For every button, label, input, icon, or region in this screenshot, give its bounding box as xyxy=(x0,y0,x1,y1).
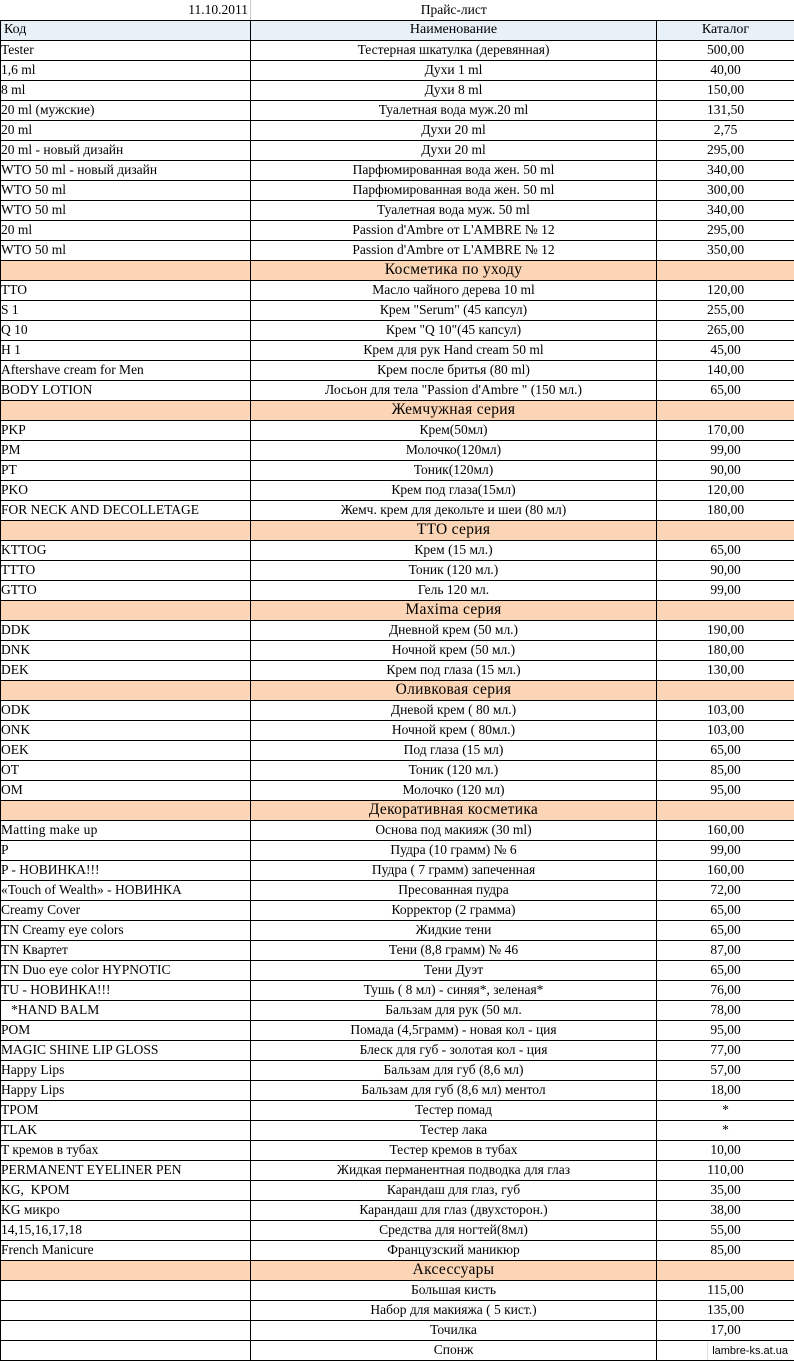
product-code: «Touch of Wealth» - НОВИНКА xyxy=(1,880,251,900)
section-title: Аксессуары xyxy=(251,1260,657,1280)
product-name: Крем "Q 10"(45 капсул) xyxy=(251,320,657,340)
product-price: * xyxy=(657,1120,794,1140)
table-row xyxy=(1,900,794,920)
product-code: WTO 50 ml xyxy=(1,200,251,220)
product-name: Молочко(120мл) xyxy=(251,440,657,460)
product-price: 90,00 xyxy=(657,560,794,580)
title-empty-cell xyxy=(657,0,794,20)
product-price: 17,00 xyxy=(657,1320,794,1340)
product-price: 110,00 xyxy=(657,1160,794,1180)
product-price: 65,00 xyxy=(657,380,794,400)
product-price: 90,00 xyxy=(657,460,794,480)
product-name: Тестер помад xyxy=(251,1100,657,1120)
table-row xyxy=(1,1120,794,1140)
product-price: 131,50 xyxy=(657,100,794,120)
table-row xyxy=(1,840,794,860)
section-title: TTO серия xyxy=(251,520,657,540)
product-name: Пудра (10 грамм) № 6 xyxy=(251,840,657,860)
site-watermark: lambre-ks.at.ua xyxy=(707,1342,792,1360)
product-name: Блеск для губ - золотая кол - ция xyxy=(251,1040,657,1060)
product-code: PKO xyxy=(1,480,251,500)
section-empty-left xyxy=(1,400,251,420)
product-code: H 1 xyxy=(1,340,251,360)
product-price: * xyxy=(657,1100,794,1120)
product-price: 40,00 xyxy=(657,60,794,80)
product-name: Бальзам для губ (8,6 мл) ментол xyxy=(251,1080,657,1100)
section-empty-right xyxy=(657,600,794,620)
product-code xyxy=(1,1320,251,1340)
product-price: 57,00 xyxy=(657,1060,794,1080)
product-code: Happy Lips xyxy=(1,1080,251,1100)
product-price: 18,00 xyxy=(657,1080,794,1100)
table-row xyxy=(1,1300,794,1320)
product-price: 115,00 xyxy=(657,1280,794,1300)
table-row xyxy=(1,1180,794,1200)
product-code: POM xyxy=(1,1020,251,1040)
section-empty-right xyxy=(657,520,794,540)
table-row xyxy=(1,940,794,960)
document-title: Прайс-лист xyxy=(251,0,657,20)
table-row xyxy=(1,40,794,60)
product-name: Крем под глаза(15мл) xyxy=(251,480,657,500)
product-name: Тушь ( 8 мл) - синяя*, зеленая* xyxy=(251,980,657,1000)
table-row xyxy=(1,720,794,740)
product-code: OEK xyxy=(1,740,251,760)
product-price: 77,00 xyxy=(657,1040,794,1060)
product-price: 300,00 xyxy=(657,180,794,200)
product-price: 72,00 xyxy=(657,880,794,900)
product-code: PM xyxy=(1,440,251,460)
table-row xyxy=(1,1140,794,1160)
product-code: TN Duo eye color HYPNOTIC xyxy=(1,960,251,980)
product-code: MAGIC SHINE LIP GLOSS xyxy=(1,1040,251,1060)
table-row xyxy=(1,100,794,120)
product-price: 2,75 xyxy=(657,120,794,140)
product-code: Q 10 xyxy=(1,320,251,340)
section-empty-left xyxy=(1,260,251,280)
section-row xyxy=(1,680,794,700)
product-code: WTO 50 ml - новый дизайн xyxy=(1,160,251,180)
table-row xyxy=(1,300,794,320)
table-row xyxy=(1,460,794,480)
product-name: Духи 20 ml xyxy=(251,120,657,140)
product-name: Passion d'Ambre от L'AMBRE № 12 xyxy=(251,220,657,240)
table-row xyxy=(1,880,794,900)
table-row xyxy=(1,280,794,300)
product-code: TN Creamy eye colors xyxy=(1,920,251,940)
product-price: 350,00 xyxy=(657,240,794,260)
product-code: S 1 xyxy=(1,300,251,320)
product-price: 120,00 xyxy=(657,480,794,500)
product-name: Ночной крем ( 80мл.) xyxy=(251,720,657,740)
product-code: Tester xyxy=(1,40,251,60)
section-empty-right xyxy=(657,400,794,420)
product-name: Пудра ( 7 грамм) запеченная xyxy=(251,860,657,880)
table-row xyxy=(1,480,794,500)
product-code: TU - НОВИНКА!!! xyxy=(1,980,251,1000)
product-price: 78,00 xyxy=(657,1000,794,1020)
product-code: 20 ml - новый дизайн xyxy=(1,140,251,160)
table-row xyxy=(1,240,794,260)
product-code: KG, KPOM xyxy=(1,1180,251,1200)
table-row xyxy=(1,640,794,660)
product-price: 38,00 xyxy=(657,1200,794,1220)
table-row xyxy=(1,960,794,980)
product-code: KTTOG xyxy=(1,540,251,560)
product-code: TTTO xyxy=(1,560,251,580)
product-price: 340,00 xyxy=(657,200,794,220)
product-name: Духи 1 ml xyxy=(251,60,657,80)
product-code: 20 ml xyxy=(1,120,251,140)
product-price: 55,00 xyxy=(657,1220,794,1240)
product-price: 85,00 xyxy=(657,1240,794,1260)
product-name: Масло чайного дерева 10 ml xyxy=(251,280,657,300)
date-cell: 11.10.2011 xyxy=(1,0,251,20)
section-empty-right xyxy=(657,680,794,700)
product-price: 150,00 xyxy=(657,80,794,100)
product-name: Passion d'Ambre от L'AMBRE № 12 xyxy=(251,240,657,260)
product-name: Тестерная шкатулка (деревянная) xyxy=(251,40,657,60)
table-row xyxy=(1,560,794,580)
product-code: 8 ml xyxy=(1,80,251,100)
product-code: Happy Lips xyxy=(1,1060,251,1080)
product-name: Спонж xyxy=(251,1340,657,1360)
product-price: 120,00 xyxy=(657,280,794,300)
table-row xyxy=(1,500,794,520)
table-row xyxy=(1,920,794,940)
product-price: 65,00 xyxy=(657,960,794,980)
table-row xyxy=(1,360,794,380)
section-empty-right xyxy=(657,800,794,820)
product-name: Лосьон для тела "Passion d'Ambre " (150 мл.) xyxy=(251,380,657,400)
product-name: Крем (15 мл.) xyxy=(251,540,657,560)
product-name: Гель 120 мл. xyxy=(251,580,657,600)
product-price: 99,00 xyxy=(657,840,794,860)
product-name: Тестер кремов в тубах xyxy=(251,1140,657,1160)
header-code: Код xyxy=(1,20,251,40)
product-name: Французский маникюр xyxy=(251,1240,657,1260)
product-name: Крем под глаза (15 мл.) xyxy=(251,660,657,680)
product-price: 103,00 xyxy=(657,700,794,720)
product-price: 340,00 xyxy=(657,160,794,180)
section-empty-left xyxy=(1,800,251,820)
table-row xyxy=(1,140,794,160)
product-name: Жемч. крем для декольте и шеи (80 мл) xyxy=(251,500,657,520)
product-name: Основа под макияж (30 ml) xyxy=(251,820,657,840)
product-name: Туалетная вода муж. 50 ml xyxy=(251,200,657,220)
product-price: 99,00 xyxy=(657,440,794,460)
table-row xyxy=(1,160,794,180)
product-code xyxy=(1,1300,251,1320)
product-code: OM xyxy=(1,780,251,800)
product-price: 130,00 xyxy=(657,660,794,680)
product-price: 99,00 xyxy=(657,580,794,600)
table-row xyxy=(1,1200,794,1220)
section-row xyxy=(1,1260,794,1280)
product-name: Под глаза (15 мл) xyxy=(251,740,657,760)
product-name: Тоник (120 мл.) xyxy=(251,760,657,780)
product-name: Большая кисть xyxy=(251,1280,657,1300)
section-row xyxy=(1,800,794,820)
product-name: Корректор (2 грамма) xyxy=(251,900,657,920)
product-price: 95,00 xyxy=(657,780,794,800)
product-code: *HAND BALM xyxy=(1,1000,251,1020)
product-code: TLAK xyxy=(1,1120,251,1140)
table-row xyxy=(1,440,794,460)
product-code: P - НОВИНКА!!! xyxy=(1,860,251,880)
product-name: Карандаш для глаз, губ xyxy=(251,1180,657,1200)
table-row xyxy=(1,1280,794,1300)
product-code: ODK xyxy=(1,700,251,720)
table-row xyxy=(1,1340,794,1360)
product-code: 20 ml (мужские) xyxy=(1,100,251,120)
table-row xyxy=(1,760,794,780)
table-row xyxy=(1,1240,794,1260)
product-code: Aftershave cream for Men xyxy=(1,360,251,380)
product-code: PT xyxy=(1,460,251,480)
product-price: 265,00 xyxy=(657,320,794,340)
table-row xyxy=(1,80,794,100)
table-row xyxy=(1,540,794,560)
section-empty-right xyxy=(657,1260,794,1280)
section-title: Maxima серия xyxy=(251,600,657,620)
product-name: Крем "Serum" (45 капсул) xyxy=(251,300,657,320)
product-name: Точилка xyxy=(251,1320,657,1340)
product-code: KG микро xyxy=(1,1200,251,1220)
product-name: Пресованная пудра xyxy=(251,880,657,900)
table-row xyxy=(1,340,794,360)
table-row xyxy=(1,860,794,880)
product-name: Бальзам для губ (8,6 мл) xyxy=(251,1060,657,1080)
product-price: 35,00 xyxy=(657,1180,794,1200)
table-row xyxy=(1,220,794,240)
product-name: Жидкие тени xyxy=(251,920,657,940)
product-code: PKP xyxy=(1,420,251,440)
product-price: 65,00 xyxy=(657,740,794,760)
table-row xyxy=(1,660,794,680)
product-code: 20 ml xyxy=(1,220,251,240)
product-name: Бальзам для рук (50 мл. xyxy=(251,1000,657,1020)
product-price: 170,00 xyxy=(657,420,794,440)
product-code: T кремов в тубах xyxy=(1,1140,251,1160)
product-code: TPOM xyxy=(1,1100,251,1120)
price-list-body xyxy=(1,0,794,1360)
table-row xyxy=(1,1320,794,1340)
product-price: 65,00 xyxy=(657,540,794,560)
table-row xyxy=(1,380,794,400)
section-title: Оливковая серия xyxy=(251,680,657,700)
section-row xyxy=(1,520,794,540)
product-name: Крем после бритья (80 ml) xyxy=(251,360,657,380)
product-code: OT xyxy=(1,760,251,780)
product-code: WTO 50 ml xyxy=(1,180,251,200)
product-price: 190,00 xyxy=(657,620,794,640)
product-price: 180,00 xyxy=(657,640,794,660)
product-code: Creamy Cover xyxy=(1,900,251,920)
section-empty-left xyxy=(1,1260,251,1280)
product-name: Туалетная вода муж.20 ml xyxy=(251,100,657,120)
table-row xyxy=(1,320,794,340)
product-name: Тестер лака xyxy=(251,1120,657,1140)
table-row xyxy=(1,60,794,80)
product-name: Тоник(120мл) xyxy=(251,460,657,480)
product-name: Дневой крем ( 80 мл.) xyxy=(251,700,657,720)
product-price: 160,00 xyxy=(657,860,794,880)
product-name: Тоник (120 мл.) xyxy=(251,560,657,580)
product-name: Духи 20 ml xyxy=(251,140,657,160)
product-name: Тени (8,8 грамм) № 46 xyxy=(251,940,657,960)
table-row xyxy=(1,700,794,720)
section-title: Декоративная косметика xyxy=(251,800,657,820)
product-name: Молочко (120 мл) xyxy=(251,780,657,800)
product-name: Жидкая перманентная подводка для глаз xyxy=(251,1160,657,1180)
product-name: Дневной крем (50 мл.) xyxy=(251,620,657,640)
product-name: Тени Дуэт xyxy=(251,960,657,980)
product-price: 255,00 xyxy=(657,300,794,320)
section-empty-left xyxy=(1,520,251,540)
section-row xyxy=(1,600,794,620)
product-price: 65,00 xyxy=(657,900,794,920)
table-row xyxy=(1,1220,794,1240)
table-row xyxy=(1,1060,794,1080)
product-price: 76,00 xyxy=(657,980,794,1000)
product-code: Matting make up xyxy=(1,820,251,840)
product-code: French Manicure xyxy=(1,1240,251,1260)
section-title: Жемчужная серия xyxy=(251,400,657,420)
table-row xyxy=(1,580,794,600)
section-title: Косметика по уходу xyxy=(251,260,657,280)
product-name: Крем для рук Hand cream 50 ml xyxy=(251,340,657,360)
product-name: Помада (4,5грамм) - новая кол - ция xyxy=(251,1020,657,1040)
product-price: 95,00 xyxy=(657,1020,794,1040)
product-code: TTO xyxy=(1,280,251,300)
product-code: DDK xyxy=(1,620,251,640)
product-name: Набор для макияжа ( 5 кист.) xyxy=(251,1300,657,1320)
section-row xyxy=(1,260,794,280)
product-price: 295,00 xyxy=(657,220,794,240)
product-code: TN Квартет xyxy=(1,940,251,960)
header-row xyxy=(1,20,794,40)
product-code: DEK xyxy=(1,660,251,680)
product-code: PERMANENT EYELINER PEN xyxy=(1,1160,251,1180)
product-price: 140,00 xyxy=(657,360,794,380)
product-price: 180,00 xyxy=(657,500,794,520)
product-code xyxy=(1,1280,251,1300)
product-price: 135,00 xyxy=(657,1300,794,1320)
product-code: GTTO xyxy=(1,580,251,600)
product-price: 103,00 xyxy=(657,720,794,740)
product-code: DNK xyxy=(1,640,251,660)
table-row xyxy=(1,1040,794,1060)
product-price: 65,00 xyxy=(657,920,794,940)
product-name: Парфюмированная вода жен. 50 ml xyxy=(251,180,657,200)
product-price: 85,00 xyxy=(657,760,794,780)
product-code: WTO 50 ml xyxy=(1,240,251,260)
table-row xyxy=(1,1100,794,1120)
table-row xyxy=(1,620,794,640)
header-name: Наименование xyxy=(251,20,657,40)
table-row xyxy=(1,980,794,1000)
section-empty-left xyxy=(1,600,251,620)
product-price: 10,00 xyxy=(657,1140,794,1160)
product-price: 160,00 xyxy=(657,820,794,840)
table-row xyxy=(1,1000,794,1020)
section-row xyxy=(1,400,794,420)
product-name: Парфюмированная вода жен. 50 ml xyxy=(251,160,657,180)
product-code xyxy=(1,1340,251,1360)
table-row xyxy=(1,780,794,800)
section-empty-left xyxy=(1,680,251,700)
product-name: Духи 8 ml xyxy=(251,80,657,100)
product-price: 45,00 xyxy=(657,340,794,360)
product-name: Средства для ногтей(8мл) xyxy=(251,1220,657,1240)
table-row xyxy=(1,120,794,140)
table-row xyxy=(1,740,794,760)
product-code: 14,15,16,17,18 xyxy=(1,1220,251,1240)
table-row xyxy=(1,1080,794,1100)
table-row xyxy=(1,1160,794,1180)
product-code: 1,6 ml xyxy=(1,60,251,80)
product-price: 87,00 xyxy=(657,940,794,960)
table-row xyxy=(1,820,794,840)
product-code: ONK xyxy=(1,720,251,740)
header-price: Каталог xyxy=(657,20,794,40)
title-row xyxy=(1,0,794,20)
table-row xyxy=(1,420,794,440)
product-code: P xyxy=(1,840,251,860)
section-empty-right xyxy=(657,260,794,280)
product-name: Карандаш для глаз (двухсторон.) xyxy=(251,1200,657,1220)
table-row xyxy=(1,200,794,220)
product-name: Крем(50мл) xyxy=(251,420,657,440)
product-price: 500,00 xyxy=(657,40,794,60)
table-row xyxy=(1,1020,794,1040)
product-code: BODY LOTION xyxy=(1,380,251,400)
table-row xyxy=(1,180,794,200)
product-name: Ночной крем (50 мл.) xyxy=(251,640,657,660)
product-code: FOR NECK AND DECOLLETAGE xyxy=(1,500,251,520)
product-price: 295,00 xyxy=(657,140,794,160)
